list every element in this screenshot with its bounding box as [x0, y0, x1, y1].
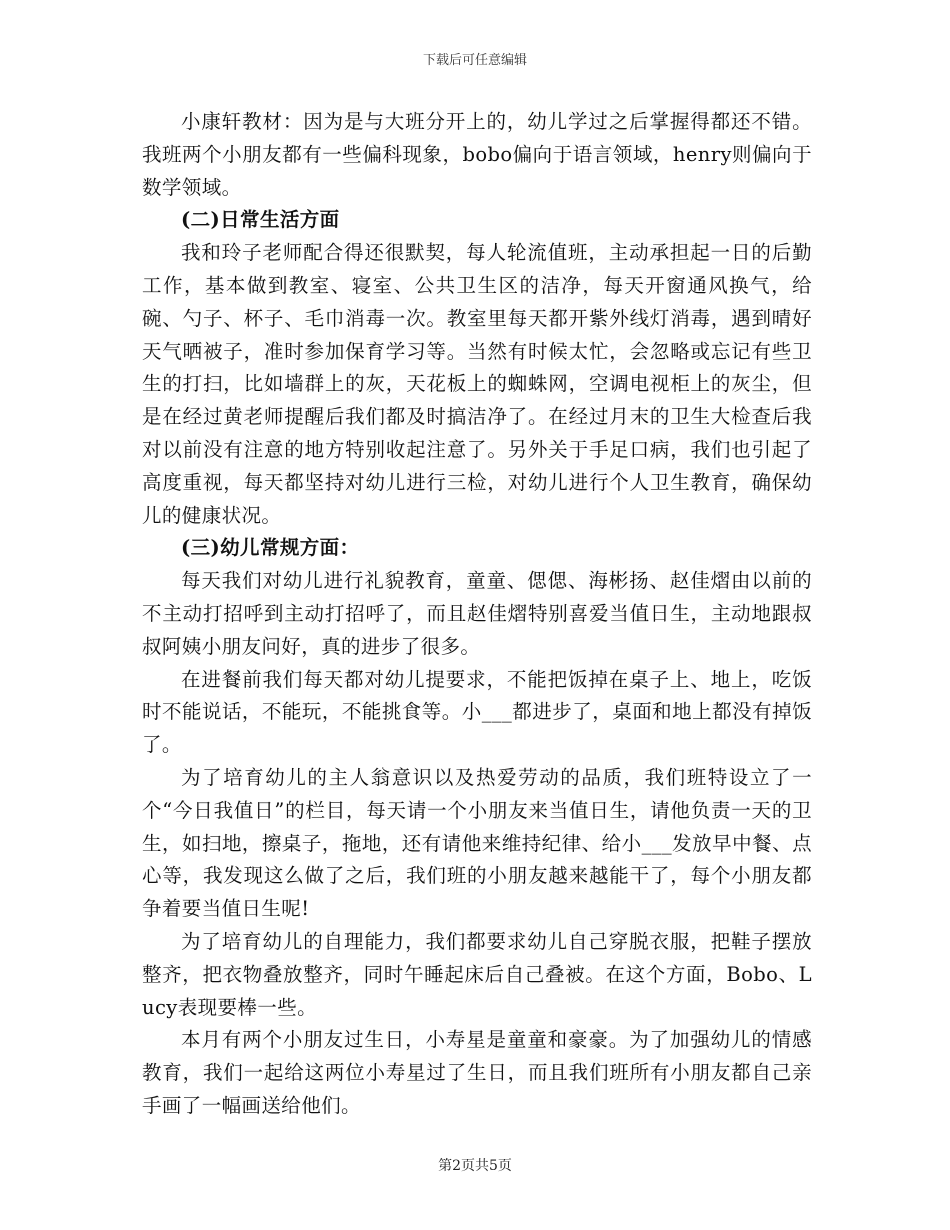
paragraph-daily-life: 我和玲子老师配合得还很默契，每人轮流值班，主动承担起一日的后勤工作，基本做到教室、寝室、公共卫生区的洁净，每天开窗通风换气，给碗、勺子、杯子、毛巾消毒一次。教室里每天都开紫外线灯消毒，遇到晴好天气晒被子，准时参加保育学习等。当然有时候太忙，会忽略或忘记有些卫生的打扫，比如墙群上的灰，天花板上的蜘蛛网，空调电视柜上的灰尘，但是在经过黄老师提醒后我们都及时搞洁净了。在经过月末的卫生大检查后我对以前没有注意的地方特别收起注意了。另外关于手足口病，我们也引起了高度重视，每天都坚持对幼儿进行三检，对幼儿进行个人卫生教育，确保幼儿的健康状况。	[142, 241, 812, 527]
paragraph-birthday: 本月有两个小朋友过生日，小寿星是童童和豪豪。为了加强幼儿的情感教育，我们一起给这两位小寿星过了生日，而且我们班所有小朋友都自己亲手画了一幅画送给他们。	[142, 1028, 812, 1117]
paragraph-textbook: 小康轩教材：因为是与大班分开上的，幼儿学过之后掌握得都还不错。我班两个小朋友都有一些偏科现象，bobo偏向于语言领域，henry则偏向于数学领域。	[142, 110, 812, 199]
paragraph-duty: 为了培育幼儿的主人翁意识以及热爱劳动的品质，我们班特设立了一个“今日我值日”的栏目，每天请一个小朋友来当值日生，请他负责一天的卫生，如扫地，擦桌子，拖地，还有请他来维持纪律、给小___发放早中餐、点心等，我发现这么做了之后，我们班的小朋友越来越能干了，每个小朋友都争着要当值日生呢!	[142, 765, 812, 921]
page-number: 第2页共5页	[438, 1158, 512, 1174]
paragraph-manners: 每天我们对幼儿进行礼貌教育，童童、偲偲、海彬扬、赵佳熠由以前的不主动打招呼到主动打招呼了，而且赵佳熠特别喜爱当值日生，主动地跟叔叔阿姨小朋友问好，真的进步了很多。	[142, 569, 812, 658]
paragraph-meals: 在进餐前我们每天都对幼儿提要求，不能把饭掉在桌子上、地上，吃饭时不能说话，不能玩，不能挑食等。小___都进步了，桌面和地上都没有掉饭了。	[142, 667, 812, 757]
paragraph-self-care: 为了培育幼儿的自理能力，我们都要求幼儿自己穿脱衣服，把鞋子摆放整齐，把衣物叠放整齐，同时午睡起床后自己叠被。在这个方面，Bobo、Lucy表现要棒一些。	[142, 929, 812, 1019]
page-header: 下载后可任意编辑	[422, 53, 527, 68]
section-heading-routine: (三)幼儿常规方面：	[181, 536, 360, 560]
section-heading-daily-life: (二)日常生活方面	[181, 208, 340, 232]
document-body	[142, 106, 812, 1123]
